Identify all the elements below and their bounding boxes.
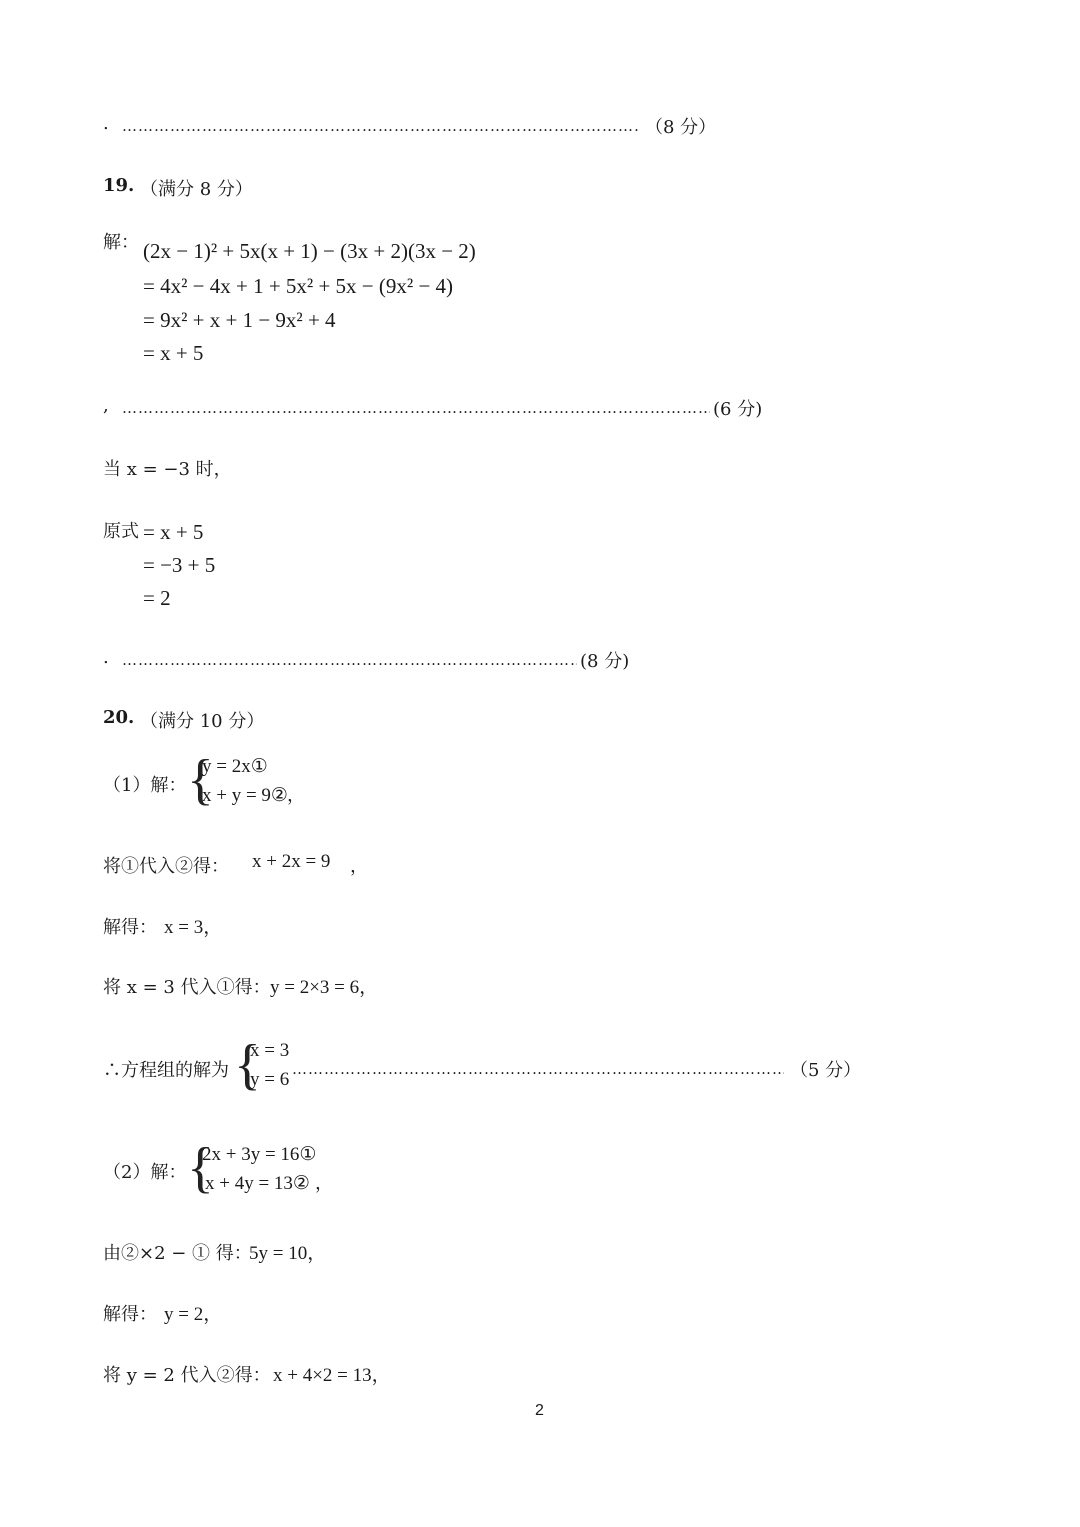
math-step: = 4x² − 4x + 1 + 5x² + 5x − (9x² − 4): [143, 274, 454, 298]
step-label: 解得：: [103, 917, 157, 938]
comma: ，: [315, 1173, 333, 1194]
part-label: （2）解：: [103, 1162, 187, 1183]
system-brace: {: [187, 1137, 214, 1199]
part-label: （1）解：: [103, 775, 187, 796]
solution-value: x = 3: [250, 1040, 290, 1061]
full-marks: （满分 8 分）: [140, 179, 253, 200]
step-label: 由②×2 − ① 得：: [103, 1243, 252, 1264]
math-step: (2x − 1)² + 5x(x + 1) − (3x + 2)(3x − 2): [143, 239, 476, 263]
equation: 2x + 3y = 16①: [202, 1144, 317, 1165]
score-label: （8 分）: [645, 117, 717, 138]
math-step: = −3 + 5: [143, 553, 216, 577]
step-label: 将 y = 2 代入②得：: [103, 1365, 271, 1386]
condition-text: 当 x = −3 时，: [103, 459, 232, 480]
step-label: 将 x = 3 代入①得：: [103, 977, 271, 998]
full-marks: （满分 10 分）: [140, 711, 265, 732]
equation: y = 2x①: [202, 756, 268, 777]
equation: y = 2×3 = 6，: [270, 977, 379, 998]
equation: x + 4y = 13②: [205, 1173, 310, 1194]
conclusion-text: ∴方程组的解为: [103, 1060, 229, 1081]
dot-leader: [122, 399, 710, 417]
dot-leader: [122, 651, 577, 669]
solution-value: y = 6: [250, 1069, 290, 1090]
original-label: 原式: [103, 521, 139, 542]
score-label: (6 分): [713, 399, 763, 420]
math-step: = x + 5: [143, 341, 204, 365]
solution-label: 解：: [103, 232, 139, 253]
system-brace: {: [187, 749, 214, 811]
score-label: (8 分): [580, 651, 630, 672]
math-step: = 2: [143, 586, 171, 610]
equation: x + 2x = 9: [252, 851, 331, 872]
comma: ，: [287, 785, 305, 806]
question-number: 19.: [103, 175, 135, 196]
lead-dot: .: [103, 647, 109, 668]
math-step: = x + 5: [143, 520, 204, 544]
dot-leader: [122, 117, 638, 135]
question-number: 20.: [103, 707, 135, 728]
lead-dot: .: [103, 113, 109, 134]
equation: 5y = 10，: [249, 1243, 327, 1264]
equation: y = 2，: [164, 1304, 223, 1325]
equation: x = 3，: [164, 917, 223, 938]
equation: x + y = 9②: [202, 785, 288, 806]
page-number: 2: [535, 1402, 544, 1419]
step-label: 将①代入②得：: [103, 856, 229, 877]
lead-comma: ,: [103, 395, 109, 416]
system-brace: {: [234, 1034, 261, 1096]
step-label: 解得：: [103, 1304, 157, 1325]
equation: x + 4×2 = 13，: [273, 1365, 391, 1386]
score-label: （5 分）: [790, 1060, 862, 1081]
dot-leader: [292, 1060, 784, 1078]
math-step: = 9x² + x + 1 − 9x² + 4: [143, 308, 336, 332]
comma: ，: [350, 856, 368, 877]
